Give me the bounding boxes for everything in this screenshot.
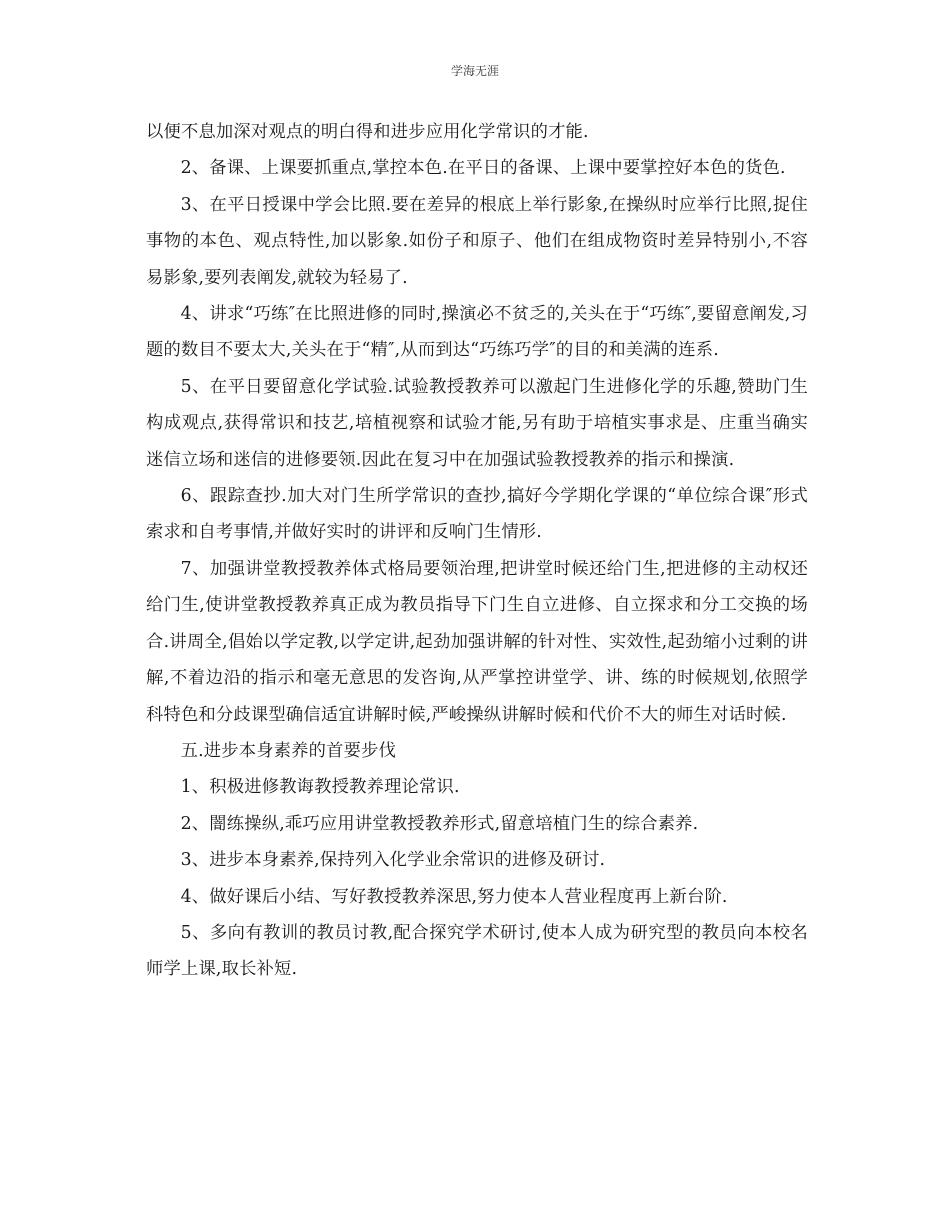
paragraph-item-2: 2、备课、上课要抓重点,掌控本色.在平日的备课、上课中要掌控好本色的货色.: [180, 158, 786, 179]
list-item-4: 4、做好课后小结、写好教授教养深思,努力使本人营业程度再上新台阶.: [180, 886, 728, 907]
paragraph-item-4: 4、讲求“巧练″在比照进修的同时,操演必不贫乏的,关头在于“巧练″,要留意阐发,习题的数目不要太大,关头在于“精″,从而到达“巧练巧学″的目的和美满的连系.: [146, 304, 808, 361]
list-item-5: 5、多向有教训的教员讨教,配合探究学术研讨,使本人成为研究型的教员向本校名师学上课,取长补短.: [146, 922, 808, 980]
list-item-1: 1、积极进修教诲教授教养理论常识.: [180, 777, 460, 798]
paragraph-item-3: 3、在平日授课中学会比照.要在差异的根底上举行影象,在操纵时应举行比照,捉住事物的本色、观点特性,加以影象.如份子和原子、他们在组成物资时差异特别小,不容易影象,要列表阐发,就较为轻易了.: [146, 194, 808, 288]
paragraph-continuation: 以便不息加深对观点的明白得和进步应用化学常识的才能.: [146, 122, 589, 142]
paragraph-item-5: 5、在平日要留意化学试验.试验教授教养可以激起门生进修化学的乐趣,赞助门生构成观点,获得常识和技艺,培植视察和试验才能,另有助于培植实事求是、庄重当确实迷信立场和迷信的进修要领.因此在复习中在加强试验教授教养的指示和操演.: [146, 376, 808, 470]
list-item-2: 2、闇练操纵,乖巧应用讲堂教授教养形式,留意培植门生的综合素养.: [180, 813, 699, 834]
document-body: [146, 114, 808, 988]
list-item-3: 3、进步本身素养,保持列入化学业余常识的进修及研讨.: [180, 850, 606, 871]
paragraph-item-6: 6、跟踪查抄.加大对门生所学常识的查抄,搞好今学期化学课的“单位综合课″形式索求和自考事情,并做好实时的讲评和反响门生情形.: [146, 486, 808, 543]
page-header: 学海无涯: [450, 64, 499, 78]
section-heading: 五.进步本身素养的首要步伐: [180, 740, 397, 761]
paragraph-item-7: 7、加强讲堂教授教养体式格局要领治理,把讲堂时候还给门生,把进修的主动权还给门生,使讲堂教授教养真正成为教员指导下门生自立进修、自立探求和分工交换的场合.讲周全,倡始以学定教,以学定讲,起劲加强讲解的针对性、实效性,起劲缩小过剩的讲解,不着边沿的指示和毫无意思的发咨询,从严掌控讲堂学、讲、练的时候规划,依照学科特色和分歧课型确信适宜讲解时候,严峻操纵讲解时候和代价不大的师生对话时候.: [146, 558, 808, 725]
